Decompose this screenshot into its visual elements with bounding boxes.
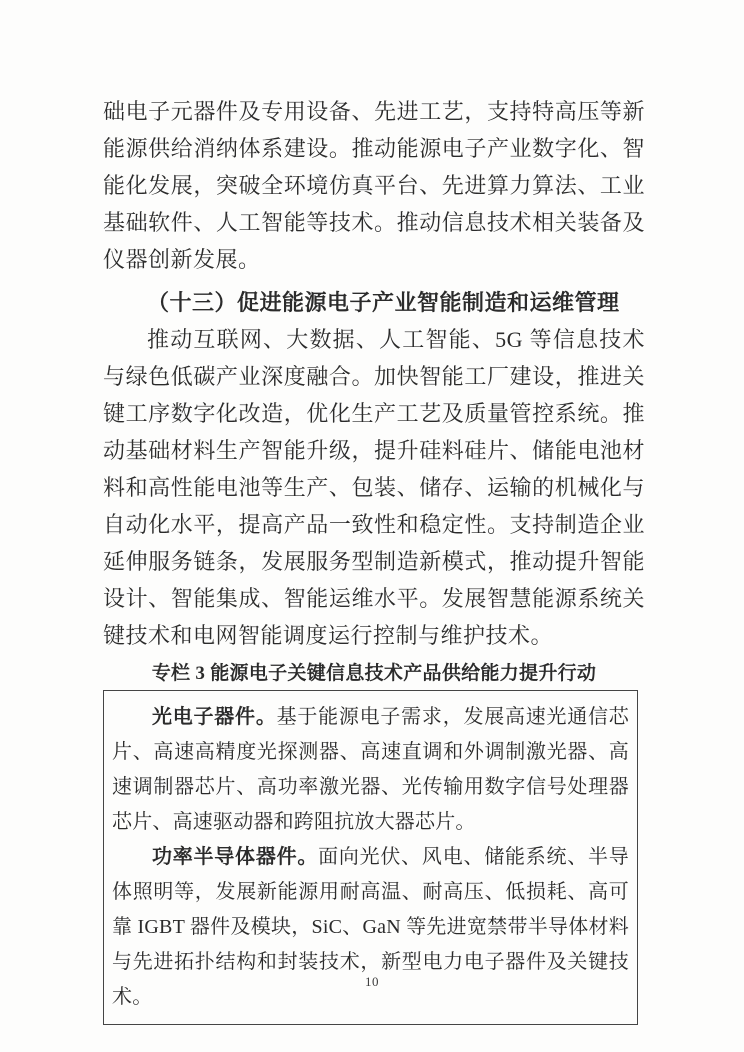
callout-paragraph-lead: 光电子器件。 [152,706,277,728]
callout-paragraph-lead: 功率半导体器件。 [152,846,319,868]
page-number: 10 [365,974,379,989]
callout-paragraph-text: 基于能源电子需求，发展高速光通信芯片、高速高精度光探测器、高速直调和外调制激光器、高速调制器芯片、高功率激光器、光传输用数字信号处理器芯片、高速驱动器和跨阻抗放大器芯片。 [112,706,630,833]
section-heading: （十三）促进能源电子产业智能制造和运维管理 [147,290,620,315]
callout-paragraph [112,700,629,840]
body-paragraph-continuation: 础电子元器件及专用设备、先进工艺，支持特高压等新能源供给消纳体系建设。推动能源电子产业数字化、智能化发展，突破全环境仿真平台、先进算力算法、工业基础软件、人工智能等技术。推动信息技术相关装备及仪器创新发展。 [103,99,645,272]
callout-box-title: 专栏 3 能源电子关键信息技术产品供给能力提升行动 [151,663,597,684]
callout-paragraph-text: 面向光伏、风电、储能系统、半导体照明等，发展新能源用耐高温、耐高压、低损耗、高可靠 IGBT 器件及模块，SiC、GaN 等先进宽禁带半导体材料与先进拓扑结构和封装技术，新型电力电子器件及关键技术。 [112,846,629,1008]
document-content [103,93,645,1025]
section-paragraph: 推动互联网、大数据、人工智能、5G 等信息技术与绿色低碳产业深度融合。加快智能工厂建设，推进关键工序数字化改造，优化生产工艺及质量管控系统。推动基础材料生产智能升级，提升硅料硅片、储能电池材料和高性能电池等生产、包装、储存、运输的机械化与自动化水平，提高产品一致性和稳定性。支持制造企业延伸服务链条，发展服务型制造新模式，推动提升智能设计、智能集成、智能运维水平。发展智慧能源系统关键技术和电网智能调度运行控制与维护技术。 [103,327,645,648]
